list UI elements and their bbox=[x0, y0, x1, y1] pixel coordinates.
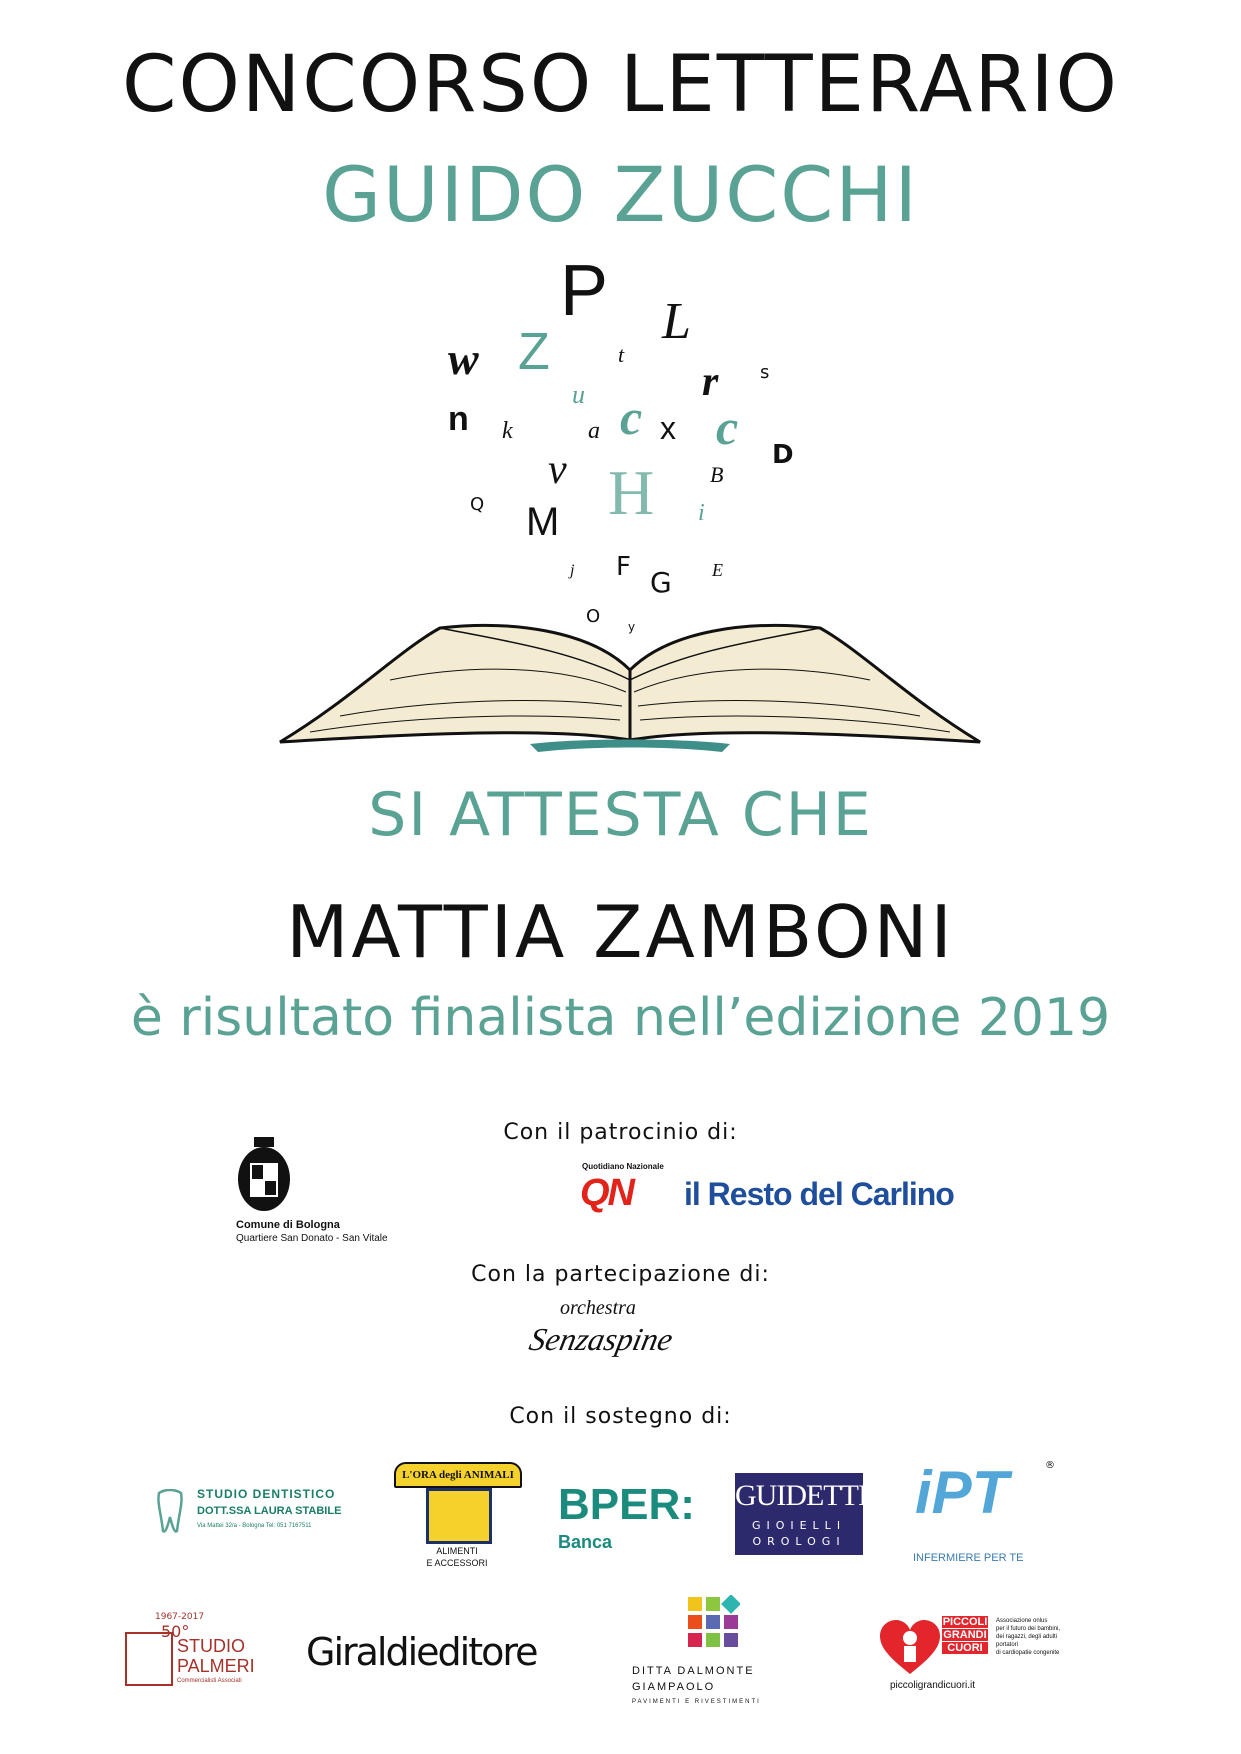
support-label: Con il sostegno di: bbox=[509, 1404, 732, 1429]
palmeri-line3: Commercialisti Associati bbox=[177, 1678, 242, 1684]
bper-banca-logo bbox=[558, 1480, 718, 1560]
guidetti-word: GUIDETTI bbox=[735, 1479, 867, 1512]
letter-w: w bbox=[448, 333, 479, 384]
ipt-caption: INFERMIERE PER TE bbox=[913, 1552, 1024, 1564]
letter-D: D bbox=[772, 440, 794, 470]
piccoli-desc2: per il futuro dei bambini, bbox=[996, 1626, 1061, 1632]
piccoli-url: piccoligrandicuori.it bbox=[890, 1680, 976, 1691]
ipt-registered: ® bbox=[1045, 1460, 1055, 1471]
piccoli-line2: GRANDI bbox=[943, 1629, 987, 1641]
comune-name: Comune di Bologna bbox=[236, 1219, 340, 1231]
patronage-label: Con il patrocinio di: bbox=[503, 1120, 738, 1145]
letter-k: k bbox=[502, 418, 513, 444]
ditta-dalmonte-logo bbox=[630, 1595, 800, 1720]
book-illustration bbox=[270, 250, 990, 770]
studio-palmeri-logo bbox=[125, 1612, 265, 1692]
comune-bologna-logo bbox=[232, 1135, 432, 1245]
qn-mark: QN bbox=[580, 1172, 633, 1214]
open-book-icon bbox=[270, 620, 990, 760]
letter-a: a bbox=[588, 418, 600, 444]
attest-heading: SI ATTESTA CHE bbox=[368, 780, 873, 850]
palmeri-anniversary: 50° bbox=[161, 1622, 190, 1641]
letter-t: t bbox=[618, 342, 625, 367]
letter-E: E bbox=[712, 560, 723, 580]
piccoli-line3: CUORI bbox=[942, 1642, 988, 1654]
animali-banner: L'ORA degli ANIMALI bbox=[394, 1462, 522, 1488]
palmeri-years: 1967-2017 bbox=[155, 1612, 205, 1622]
letter-F: F bbox=[616, 552, 631, 582]
tooth-icon bbox=[155, 1489, 185, 1535]
piccoli-desc4: portatori bbox=[996, 1642, 1019, 1648]
letter-u: u bbox=[572, 380, 585, 409]
palmeri-line1: STUDIO bbox=[177, 1636, 246, 1656]
palmeri-emblem-icon bbox=[125, 1632, 173, 1686]
piccoli-desc3: dei ragazzi, degli adulti bbox=[996, 1634, 1058, 1640]
guidetti-logo bbox=[735, 1473, 867, 1555]
giraldi-editore-logo: Giraldieditore bbox=[306, 1630, 537, 1674]
page-title: CONCORSO LETTERARIO bbox=[122, 40, 1119, 130]
letter-H: H bbox=[608, 457, 655, 528]
piccoli-line1: PICCOLI bbox=[942, 1616, 988, 1628]
letter-x: x bbox=[660, 410, 676, 446]
dalmonte-line3: PAVIMENTI E RIVESTIMENTI bbox=[632, 1699, 761, 1705]
heart-child-icon bbox=[880, 1620, 940, 1676]
winner-name: MATTIA ZAMBONI bbox=[286, 890, 955, 974]
participation-label: Con la partecipazione di: bbox=[471, 1262, 770, 1287]
letter-Q: Q bbox=[470, 494, 485, 515]
finalist-statement: è risultato finalista nell’edizione 2019 bbox=[130, 988, 1111, 1048]
qn-resto-carlino-logo bbox=[580, 1162, 980, 1222]
letter-c-right: c bbox=[716, 399, 739, 455]
comune-quartiere: Quartiere San Donato - San Vitale bbox=[236, 1233, 388, 1244]
orchestra-word: orchestra bbox=[560, 1297, 636, 1319]
dalmonte-line1: DITTA DALMONTE bbox=[632, 1665, 755, 1677]
page-subtitle: GUIDO ZUCCHI bbox=[322, 150, 919, 239]
piccoli-grandi-cuori-logo bbox=[880, 1616, 1090, 1696]
orchestra-senzaspine-logo bbox=[520, 1295, 690, 1375]
letter-B: B bbox=[710, 462, 724, 487]
letter-v: v bbox=[548, 447, 567, 493]
dentist-line2: DOTT.SSA LAURA STABILE bbox=[197, 1505, 342, 1517]
animali-shield-icon bbox=[426, 1488, 492, 1544]
letter-P: P bbox=[560, 251, 609, 331]
letter-s: s bbox=[760, 362, 770, 383]
letter-G: G bbox=[650, 566, 672, 599]
letter-M: M bbox=[526, 500, 560, 544]
palmeri-line2: PALMERI bbox=[177, 1656, 255, 1676]
studio-dentistico-logo bbox=[155, 1485, 370, 1545]
letter-r: r bbox=[702, 359, 719, 405]
infermiere-per-te-logo bbox=[905, 1458, 1065, 1568]
piccoli-desc1: Associazione onlus bbox=[996, 1618, 1048, 1624]
dentist-line1: STUDIO DENTISTICO bbox=[197, 1487, 336, 1501]
bper-word: BPER: bbox=[558, 1480, 695, 1529]
piccoli-desc5: di cardiopatie congenite bbox=[996, 1650, 1060, 1656]
banca-word: Banca bbox=[558, 1532, 613, 1552]
ipt-mark: iPT bbox=[915, 1459, 1009, 1526]
letter-O: O bbox=[586, 606, 601, 627]
guidetti-gioielli: GIOIELLI bbox=[751, 1519, 847, 1532]
letter-c-left: c bbox=[620, 389, 643, 445]
dalmonte-tiles-icon bbox=[686, 1595, 740, 1655]
bologna-crest-icon bbox=[234, 1135, 294, 1217]
qn-tagline: Quotidiano Nazionale bbox=[582, 1162, 664, 1171]
dentist-line3: Via Mattei 32/a - Bologna Tel: 051 7167511 bbox=[197, 1523, 312, 1529]
letter-L: L bbox=[662, 293, 691, 350]
letter-y: y bbox=[628, 620, 636, 634]
ora-animali-logo bbox=[392, 1456, 522, 1572]
letter-Z: Z bbox=[518, 323, 550, 381]
letter-j: j bbox=[570, 562, 575, 579]
letter-n: n bbox=[448, 400, 469, 438]
senzaspine-word: Senzaspine bbox=[526, 1321, 677, 1357]
letter-i: i bbox=[698, 500, 705, 526]
animali-line1: ALIMENTI bbox=[436, 1546, 478, 1556]
guidetti-orologi: OROLOGI bbox=[752, 1535, 846, 1548]
animali-line2: E ACCESSORI bbox=[426, 1558, 488, 1568]
resto-carlino-wordmark: il Resto del Carlino bbox=[684, 1176, 954, 1212]
dalmonte-line2: GIAMPAOLO bbox=[632, 1681, 716, 1693]
